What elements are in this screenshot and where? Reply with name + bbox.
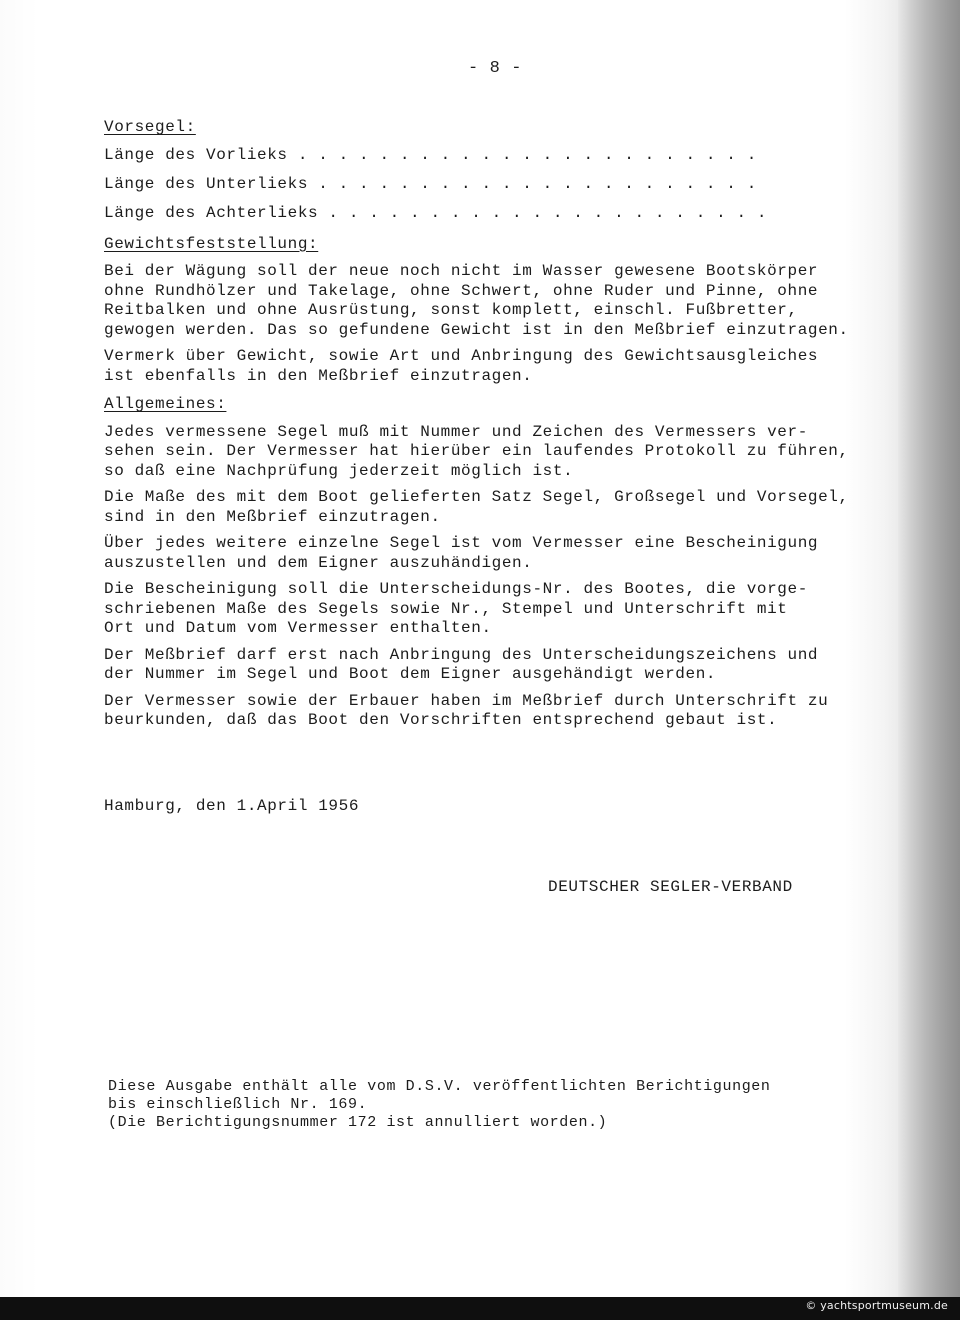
paragraph xyxy=(104,423,884,482)
text-line: ist ebenfalls in den Meßbrief einzutragen. xyxy=(104,366,533,385)
text-line: gewogen werden. Das so gefundene Gewicht ist in den Meßbrief einzutragen. xyxy=(104,320,849,339)
edition-note xyxy=(108,1078,771,1132)
copyright-watermark: © yachtsportmuseum.de xyxy=(805,1299,948,1312)
section-allgemeines xyxy=(104,395,884,731)
place-date: Hamburg, den 1.April 1956 xyxy=(104,797,360,815)
text-line: so daß eine Nachprüfung jederzeit möglich ist. xyxy=(104,461,574,480)
paragraph xyxy=(104,347,884,386)
text-line: schriebenen Maße des Segels sowie Nr., Stempel und Unterschrift mit xyxy=(104,599,788,618)
text-line: Ort und Datum vom Vermesser enthalten. xyxy=(104,619,492,637)
text-line: Bei der Wägung soll der neue noch nicht im Wasser gewesene Bootskörper xyxy=(104,262,819,280)
measure-line-unterliek: Länge des Unterlieks . . . . . . . . . . . . . . . . . . . . . . xyxy=(104,174,757,193)
section-vorsegel xyxy=(104,118,884,223)
text-line: sind in den Meßbrief einzutragen. xyxy=(104,507,441,526)
text-line: sehen sein. Der Vermesser hat hierüber ein laufendes Protokoll zu führen, xyxy=(104,442,849,460)
text-line: auszustellen und dem Eigner auszuhändigen. xyxy=(104,553,533,572)
paragraph xyxy=(104,262,884,340)
text-line: ohne Rundhölzer und Takelage, ohne Schwert, ohne Ruder und Pinne, ohne xyxy=(104,281,819,300)
paragraph xyxy=(104,534,884,573)
text-line: Die Maße des mit dem Boot gelieferten Satz Segel, Großsegel und Vorsegel, xyxy=(104,488,849,506)
text-line: Reitbalken und ohne Ausrüstung, sonst komplett, einschl. Fußbretter, xyxy=(104,301,798,319)
page-number: - 8 - xyxy=(468,59,523,78)
paragraph xyxy=(104,646,884,685)
page-binding-edge xyxy=(898,0,960,1300)
vorsegel-heading: Vorsegel: xyxy=(104,118,196,136)
section-gewichtsfeststellung xyxy=(104,235,884,387)
text-line: beurkunden, daß das Boot den Vorschriften entsprechend gebaut ist. xyxy=(104,711,778,729)
text-line: Über jedes weitere einzelne Segel ist vom Vermesser eine Bescheinigung xyxy=(104,534,819,552)
document-body xyxy=(104,118,884,738)
text-line: Der Vermesser sowie der Erbauer haben im Meßbrief durch Unterschrift zu xyxy=(104,691,829,710)
paragraph xyxy=(104,580,884,639)
gewichtsfeststellung-heading: Gewichtsfeststellung: xyxy=(104,234,319,253)
text-line: Der Meßbrief darf erst nach Anbringung des Unterscheidungszeichens und xyxy=(104,645,819,664)
allgemeines-heading: Allgemeines: xyxy=(104,395,227,413)
paragraph xyxy=(104,488,884,527)
measure-line-vorliek: Länge des Vorlieks . . . . . . . . . . . . . . . . . . . . . . . xyxy=(104,145,757,164)
note-line: Diese Ausgabe enthält alle vom D.S.V. veröffentlichten Berichtigungen xyxy=(108,1078,771,1095)
note-line: (Die Berichtigungsnummer 172 ist annulliert worden.) xyxy=(108,1114,608,1131)
paragraph xyxy=(104,692,884,731)
text-line: Vermerk über Gewicht, sowie Art und Anbringung des Gewichtsausgleiches xyxy=(104,347,819,365)
text-line: der Nummer im Segel und Boot dem Eigner ausgehändigt werden. xyxy=(104,665,717,683)
note-line: bis einschließlich Nr. 169. xyxy=(108,1096,368,1113)
text-line: Die Bescheinigung soll die Unterscheidungs-Nr. des Bootes, die vorge- xyxy=(104,580,808,598)
measure-line-achterliek: Länge des Achterlieks . . . . . . . . . . . . . . . . . . . . . . xyxy=(104,203,768,222)
organization-signature: DEUTSCHER SEGLER-VERBAND xyxy=(548,878,793,896)
text-line: Jedes vermessene Segel muß mit Nummer und Zeichen des Vermessers ver- xyxy=(104,422,808,441)
